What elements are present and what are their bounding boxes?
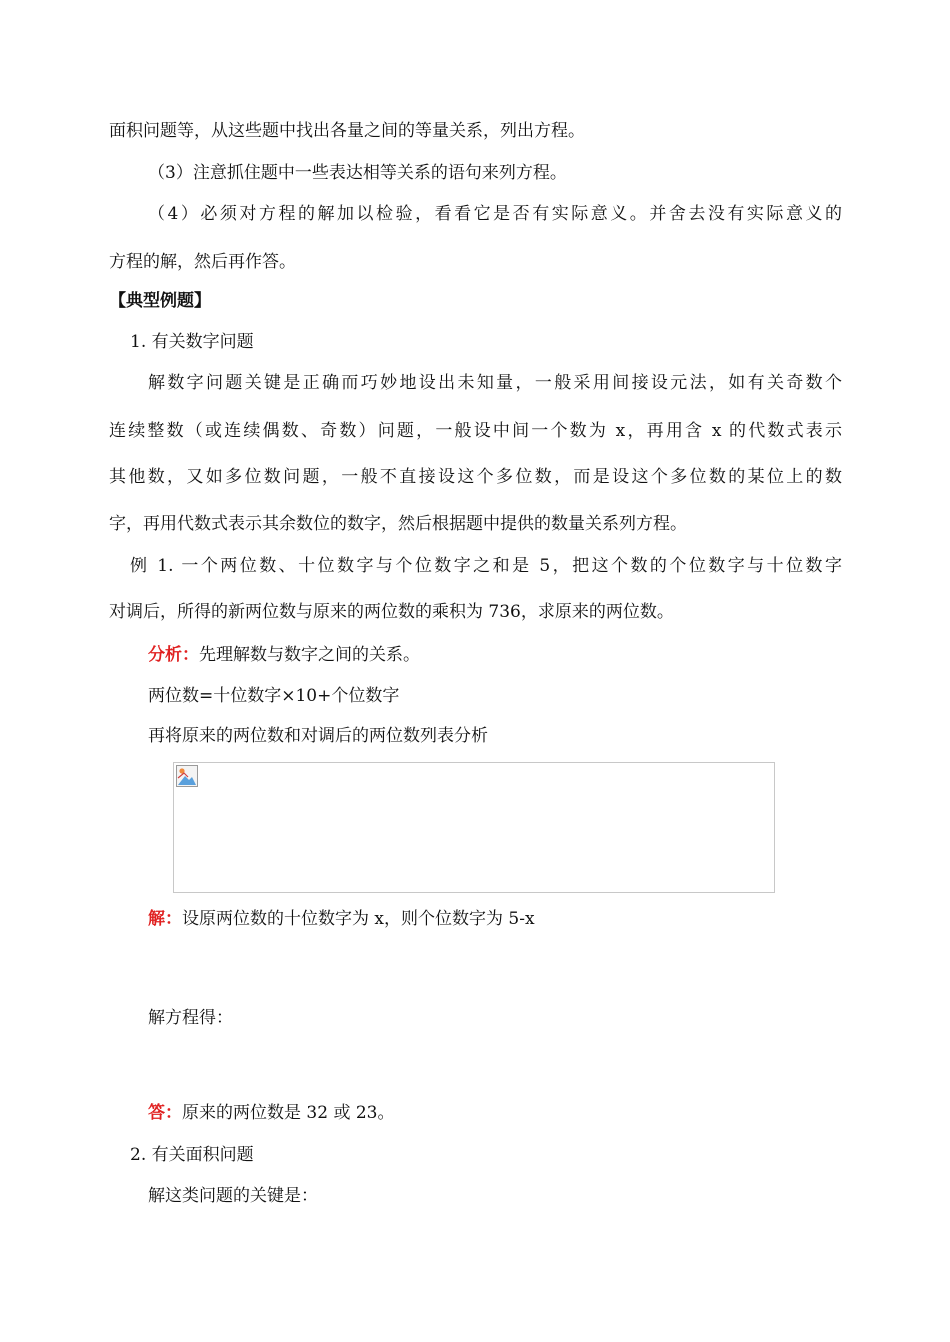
solution-row <box>148 908 535 930</box>
answer-label: 答： <box>148 1103 182 1123</box>
section-heading: 【典型例题】 <box>109 291 211 311</box>
analysis-text: 先理解数与数字之间的关系。 <box>199 645 420 665</box>
solution-label: 解： <box>148 909 182 929</box>
solve-line: 解方程得： <box>148 1008 233 1028</box>
example-1-line1: 例 1. 一个两位数、十位数字与个位数字之和是 5，把这个数的个位数字与十位数字 <box>130 556 842 576</box>
topic-1-intro-line: 字，再用代数式表示其余数位的数字，然后根据题中提供的数量关系列方程。 <box>109 514 687 534</box>
topic-2-intro: 解这类问题的关键是： <box>148 1186 318 1206</box>
formula-line: 两位数=十位数字×10+个位数字 <box>148 686 400 706</box>
solution-text: 设原两位数的十位数字为 x，则个位数字为 5-x <box>182 909 535 929</box>
paragraph-tip-3: （3）注意抓住题中一些表达相等关系的语句来列方程。 <box>148 163 567 183</box>
table-note: 再将原来的两位数和对调后的两位数列表分析 <box>148 726 488 746</box>
topic-1-intro-line: 连续整数（或连续偶数、奇数）问题，一般设中间一个数为 x，再用含 x 的代数式表示 <box>109 421 842 441</box>
analysis-label: 分析： <box>148 645 199 665</box>
topic-1-intro-line: 其他数，又如多位数问题，一般不直接设这个多位数，而是设这个多位数的某位上的数 <box>109 467 842 487</box>
topic-1-title: 1. 有关数字问题 <box>130 332 254 352</box>
answer-row <box>148 1102 394 1124</box>
answer-text: 原来的两位数是 32 或 23。 <box>182 1103 395 1123</box>
topic-1-intro-line: 解数字问题关键是正确而巧妙地设出未知量，一般采用间接设元法，如有关奇数个 <box>148 373 842 393</box>
analysis-row <box>148 644 420 666</box>
topic-2-title: 2. 有关面积问题 <box>130 1145 254 1165</box>
example-1-line2: 对调后，所得的新两位数与原来的两位数的乘积为 736，求原来的两位数。 <box>109 602 674 622</box>
table-image-placeholder <box>173 762 775 893</box>
paragraph-tip-4-line2: 方程的解，然后再作答。 <box>109 252 296 272</box>
broken-image-icon <box>176 765 198 787</box>
paragraph-area-problems: 面积问题等，从这些题中找出各量之间的等量关系，列出方程。 <box>109 121 585 141</box>
paragraph-tip-4-line1: （4）必须对方程的解加以检验，看看它是否有实际意义。并舍去没有实际意义的 <box>148 204 842 224</box>
